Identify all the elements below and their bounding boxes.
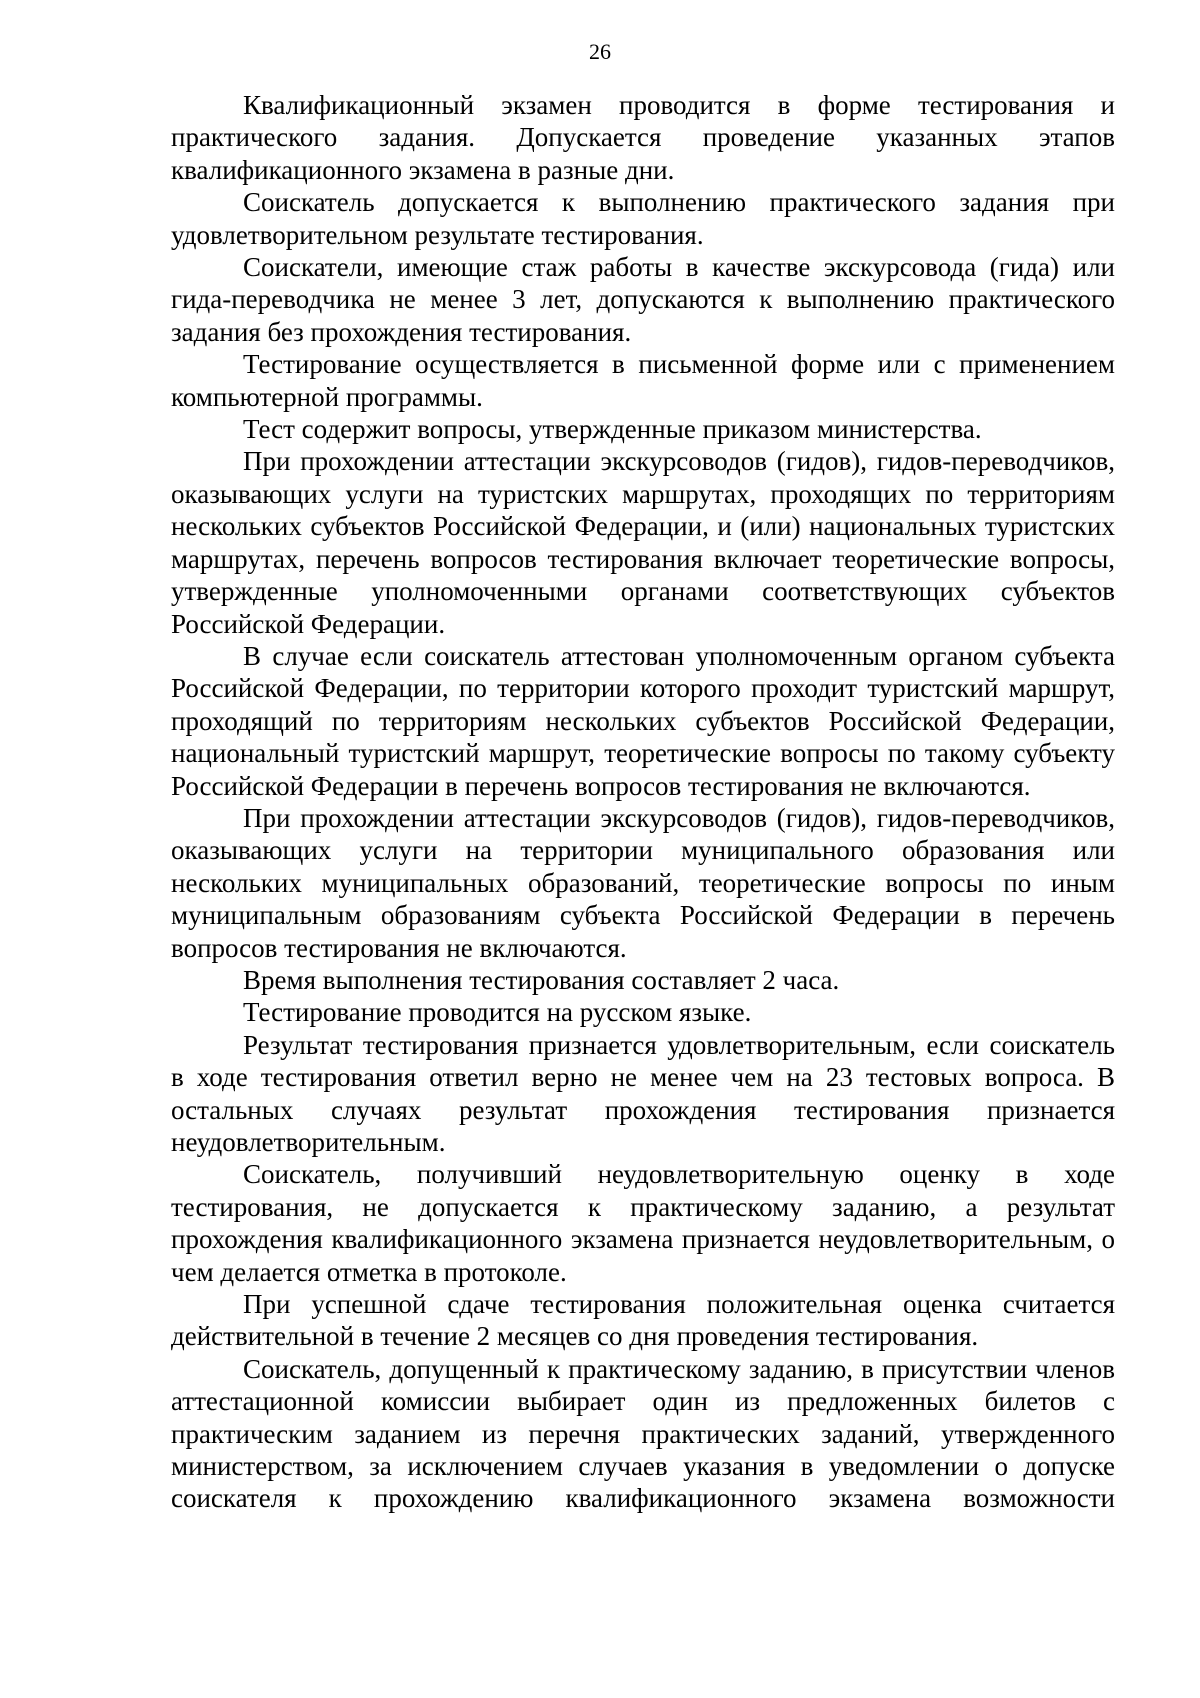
paragraph-testing-form: Тестирование осуществляется в письменной форме или с применением компьютерной программы. xyxy=(171,349,1115,412)
document-body xyxy=(171,89,1115,1515)
paragraph-result-validity: При успешной сдаче тестирования положительная оценка считается действительной в течение 2 месяцев со дня проведения тестирования. xyxy=(171,1289,1115,1352)
paragraph-failed-testing: Соискатель, получивший неудовлетворительную оценку в ходе тестирования, не допускается к практическому заданию, а результат прохождения квалификационного экзамена признается неудовлетворительным, о чем делается отметка в протоколе. xyxy=(171,1159,1115,1287)
paragraph-practical-admission: Соискатель допускается к выполнению практического задания при удовлетворительном результате тестирования. xyxy=(171,187,1115,250)
paragraph-testing-language: Тестирование проводится на русском языке. xyxy=(243,997,752,1028)
paragraph-experience-exemption: Соискатели, имеющие стаж работы в качестве экскурсовода (гида) или гида-переводчика не менее 3 лет, допускаются к выполнению практического задания без прохождения тестирования. xyxy=(171,252,1115,347)
paragraph-exam-format: Квалификационный экзамен проводится в форме тестирования и практического задания. Допускается проведение указанных этапов квалификационного экзамена в разные дни. xyxy=(171,90,1115,185)
paragraph-region-exclusion: В случае если соискатель аттестован уполномоченным органом субъекта Российской Федерации, по территории которого проходит туристский маршрут, проходящий по территориям нескольких субъектов Российской Федерации, национальный туристский маршрут, теоретические вопросы по такому субъекту Российской Федерации в перечень вопросов тестирования не включаются. xyxy=(171,640,1115,801)
paragraph-practical-ticket: Соискатель, допущенный к практическому заданию, в присутствии членов аттестационной комиссии выбирает один из предложенных билетов с практическим заданием из перечня практических заданий, утвержденного министерством, за исключением случаев указания в уведомлении о допуске соискателя к прохождению квалификационного экзамена возможности xyxy=(171,1353,1115,1514)
page-number: 26 xyxy=(589,39,611,64)
paragraph-multi-region-routes: При прохождении аттестации экскурсоводов (гидов), гидов-переводчиков, оказывающих услуги на туристских маршрутах, проходящих по территориям нескольких субъектов Российской Федерации, и (или) национальных туристских маршрутах, перечень вопросов тестирования включает теоретические вопросы, утвержденные уполномоченными органами соответствующих субъектов Российской Федерации. xyxy=(171,446,1115,639)
paragraph-test-questions: Тест содержит вопросы, утвержденные приказом министерства. xyxy=(243,414,982,445)
paragraph-testing-duration: Время выполнения тестирования составляет 2 часа. xyxy=(243,964,840,995)
paragraph-municipal-exclusion: При прохождении аттестации экскурсоводов (гидов), гидов-переводчиков, оказывающих услуги на территории муниципального образования или нескольких муниципальных образований, теоретические вопросы по иным муниципальным образованиям субъекта Российской Федерации в перечень вопросов тестирования не включаются. xyxy=(171,802,1115,963)
paragraph-passing-score: Результат тестирования признается удовлетворительным, если соискатель в ходе тестирования ответил верно не менее чем на 23 тестовых вопроса. В остальных случаях результат прохождения тестирования признается неудовлетворительным. xyxy=(171,1029,1115,1157)
